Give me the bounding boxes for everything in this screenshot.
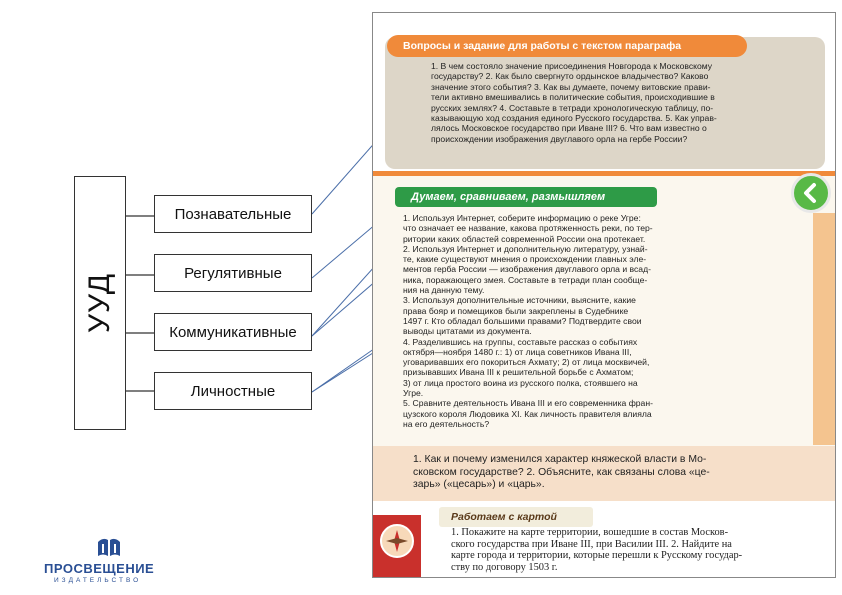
uud-item-communicative bbox=[154, 313, 312, 351]
text-line: ника, поражающего змея. Составьте в тетради план сообще- bbox=[403, 274, 648, 285]
text-line: те, какие существуют мнения о происхождении главных эле- bbox=[403, 254, 647, 265]
think-header: Думаем, сравниваем, размышляем bbox=[395, 187, 657, 207]
uud-item-cognitive bbox=[154, 195, 312, 233]
text-line: казывающую ход создания единого Русского государства. 5. Как управ- bbox=[431, 113, 717, 124]
uud-item-label: Личностные bbox=[190, 382, 276, 400]
uud-item-label: Коммуникативные bbox=[169, 323, 297, 341]
text-line: Угре. bbox=[403, 388, 424, 399]
text-line: происхождении изображения двуглавого орла на гербе России? bbox=[431, 133, 688, 144]
textbook-page bbox=[372, 12, 836, 578]
uud-item-label: Познавательные bbox=[174, 205, 292, 223]
text-line: сковском государстве? 2. Объясните, как связаны слова «це- bbox=[413, 466, 710, 478]
decorative-strip bbox=[813, 213, 835, 445]
text-line: 2. Используя Интернет и дополнительную литературу, узнай- bbox=[403, 243, 648, 254]
text-line: 4. Разделившись на группы, составьте рассказ о событиях bbox=[403, 336, 638, 347]
text-line: на его деятельность? bbox=[403, 418, 490, 429]
text-line: 3) от лица простого воина из русского полка, стоявшего на bbox=[403, 377, 638, 388]
text-line: права бояр и помещиков были закреплены в Судебнике bbox=[403, 305, 629, 316]
text-line: 5. Сравните деятельность Ивана III и его современника фран- bbox=[403, 398, 653, 409]
text-line: 1. В чем состояло значение присоединения Новгорода к Московскому bbox=[431, 61, 713, 71]
text-line: ментов герба России — изображения двуглавого орла и всад- bbox=[403, 264, 651, 275]
summary-questions-text bbox=[413, 454, 803, 492]
compass-needle-icon bbox=[382, 526, 412, 556]
text-line: октября—ноября 1480 г.: 1) от лица советников Ивана III, bbox=[403, 346, 632, 357]
text-line: 1497 г. Кто обладал большими правами? Подтвердите свои bbox=[403, 315, 642, 326]
map-text bbox=[451, 527, 823, 574]
text-line: тели активно вмешивались в политические события, происходившие в bbox=[431, 92, 715, 103]
uud-item-label: Регулятивные bbox=[184, 264, 282, 282]
text-line: что означает ее название, какова протяженность реки, по тер- bbox=[403, 223, 653, 234]
compass-icon bbox=[380, 524, 414, 558]
text-line: зарь» («цесарь») и «царь». bbox=[413, 479, 545, 491]
text-line: ского государства при Иване III, при Василии III. 2. Найдите на bbox=[451, 538, 732, 550]
text-line: русских землях? 4. Составьте в тетради хронологическую таблицу, по- bbox=[431, 102, 714, 113]
text-line: уговаривавших его покориться Ахмату; 2) от лица москвичей, bbox=[403, 357, 650, 368]
text-line: ритории каких областей современной России она протекает. bbox=[403, 233, 646, 244]
text-line: призывавших Ивана III к решительной борьбе с Ахматом; bbox=[403, 367, 634, 378]
text-line: 1. Используя Интернет, соберите информацию о реке Угре: bbox=[403, 213, 641, 223]
publisher-logo-icon bbox=[96, 536, 122, 558]
back-button[interactable] bbox=[791, 173, 831, 213]
text-line: 1. Как и почему изменился характер княжеской власти в Мо- bbox=[413, 454, 707, 465]
text-line: ния на данную тему. bbox=[403, 285, 485, 296]
text-line: значение этого события? 3. Как вы думаете, почему витовские прави- bbox=[431, 81, 711, 92]
text-line: ству по договору 1503 г. bbox=[451, 562, 558, 574]
publisher-name: ПРОСВЕЩЕНИЕ bbox=[44, 561, 155, 576]
uud-item-regulatory bbox=[154, 254, 312, 292]
text-line: 3. Используя дополнительные источники, выясните, какие bbox=[403, 295, 636, 306]
uud-item-personal bbox=[154, 372, 312, 410]
text-line: карте города и территории, которые перешли к Русскому государ- bbox=[451, 550, 743, 562]
uud-title-text: УУД bbox=[83, 272, 116, 334]
publisher-subtitle: ИЗДАТЕЛЬСТВО bbox=[54, 577, 142, 584]
text-line: государству? 2. Как было свергнуто ордынское владычество? Каково bbox=[431, 71, 709, 82]
chevron-left-icon bbox=[800, 182, 822, 204]
map-header: Работаем с картой bbox=[439, 507, 593, 527]
text-line: выводы цитатами из документа. bbox=[403, 326, 532, 337]
text-line: цузского короля Людовика XI. Как личность правителя влияла bbox=[403, 408, 652, 419]
think-text bbox=[403, 213, 765, 429]
text-line: лялось Московское государство при Иване III? 6. Что вам известно о bbox=[431, 123, 707, 134]
text-line: 1. Покажите на карте территории, вошедшие в состав Москов- bbox=[451, 527, 729, 538]
questions-text bbox=[431, 61, 819, 144]
questions-header: Вопросы и задание для работы с текстом параграфа bbox=[387, 35, 747, 57]
